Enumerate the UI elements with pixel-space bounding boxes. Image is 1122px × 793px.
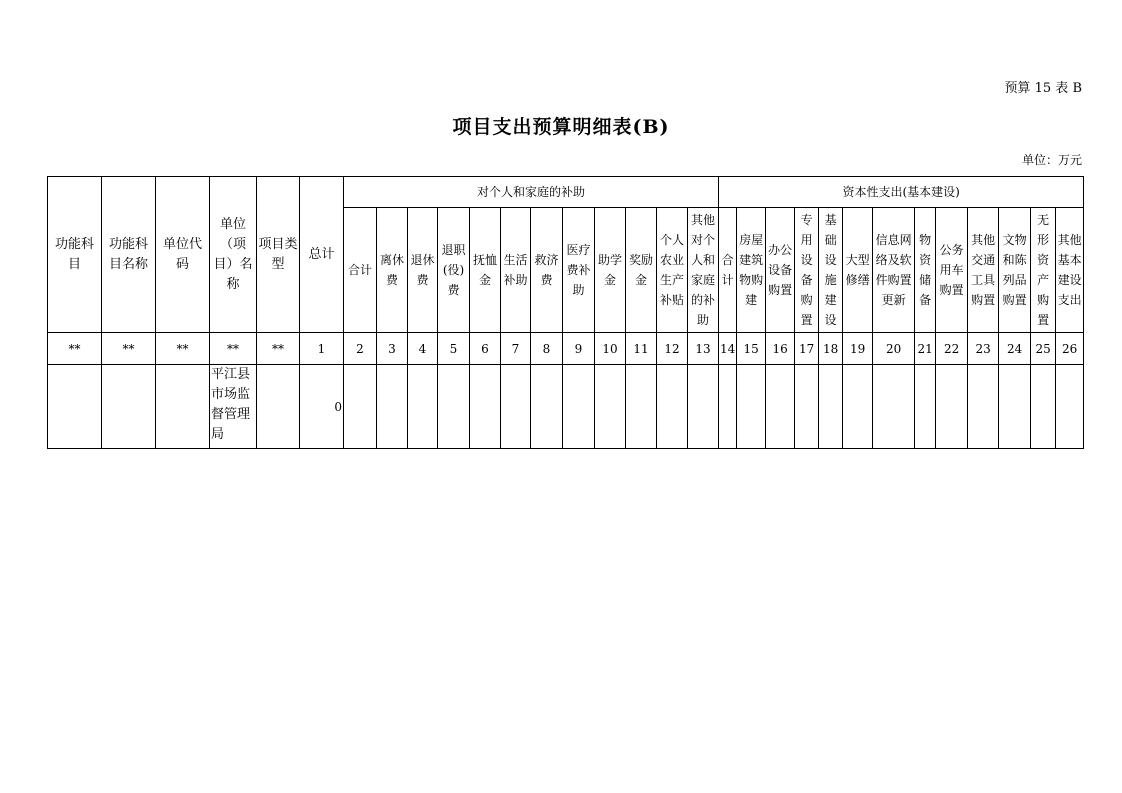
data-cell [470,365,501,449]
data-cell [657,365,688,449]
column-number: ** [257,333,300,365]
data-cell [719,365,737,449]
form-reference: 预算 15 表 B [1004,81,1082,96]
column-number: 5 [438,333,470,365]
column-number: 3 [377,333,408,365]
subheader-cell: 信息网络及软件购置更新 [873,208,915,333]
column-number: 17 [795,333,819,365]
subheader-cell: 办公设备购置 [766,208,795,333]
subheader-cell: 奖励金 [626,208,657,333]
subheader-cell: 生活补助 [501,208,531,333]
page-title: 项目支出预算明细表(B) [452,116,670,138]
data-cell [737,365,766,449]
subheader-cell: 其他交通工具购置 [968,208,999,333]
data-cell [377,365,408,449]
data-cell [915,365,936,449]
subheader-cell: 离休费 [377,208,408,333]
subheader-cell: 医疗费补助 [563,208,595,333]
subheader-cell: 救济费 [531,208,563,333]
data-cell [968,365,999,449]
data-cell [1056,365,1084,449]
header-unit-code: 单位代码 [156,177,210,333]
data-cell [595,365,626,449]
column-number: 13 [688,333,719,365]
subheader-cell: 基础设施建设 [819,208,843,333]
column-number: 9 [563,333,595,365]
column-number: 2 [344,333,377,365]
header-total: 总计 [300,177,344,333]
data-cell [156,365,210,449]
column-number: 14 [719,333,737,365]
data-cell [936,365,968,449]
subheader-cell: 房屋建筑物购建 [737,208,766,333]
data-total: 0 [300,365,344,449]
column-number: 26 [1056,333,1084,365]
data-cell [795,365,819,449]
subheader-cell: 无形资产购置 [1031,208,1056,333]
column-number: 18 [819,333,843,365]
data-cell [873,365,915,449]
unit-label: 单位：万元 [1021,153,1082,167]
data-cell [1031,365,1056,449]
data-cell [843,365,873,449]
subheader-cell: 退休费 [408,208,438,333]
subheader-cell: 专用设备购置 [795,208,819,333]
budget-table [47,176,1084,449]
header-function-name: 功能科目名称 [102,177,156,333]
subheader-cell: 文物和陈列品购置 [999,208,1031,333]
data-cell [48,365,102,449]
subheader-cell: 助学金 [595,208,626,333]
column-number: 6 [470,333,501,365]
column-number: 7 [501,333,531,365]
subheader-cell: 大型修缮 [843,208,873,333]
header-project-type: 项目类型 [257,177,300,333]
data-cell [102,365,156,449]
group-capital-expenditure: 资本性支出(基本建设) [719,177,1084,208]
column-number: 4 [408,333,438,365]
data-cell [819,365,843,449]
column-number: 20 [873,333,915,365]
data-cell [766,365,795,449]
data-cell [257,365,300,449]
column-number: 24 [999,333,1031,365]
data-cell [531,365,563,449]
column-number: 16 [766,333,795,365]
group-personal-subsidy: 对个人和家庭的补助 [344,177,719,208]
column-number: ** [156,333,210,365]
subheader-cell: 合计 [344,208,377,333]
column-number: 25 [1031,333,1056,365]
column-number: 19 [843,333,873,365]
data-cell [344,365,377,449]
column-number: 23 [968,333,999,365]
column-number: 12 [657,333,688,365]
column-number: ** [102,333,156,365]
column-number: 21 [915,333,936,365]
data-cell [501,365,531,449]
column-number: 22 [936,333,968,365]
subheader-cell: 个人农业生产补贴 [657,208,688,333]
column-number: 1 [300,333,344,365]
subheader-cell: 退职(役)费 [438,208,470,333]
column-number: 10 [595,333,626,365]
data-cell [999,365,1031,449]
data-cell [626,365,657,449]
subheader-cell: 其他对个人和家庭的补助 [688,208,719,333]
column-number: 8 [531,333,563,365]
column-number: ** [210,333,257,365]
data-cell [688,365,719,449]
data-cell [563,365,595,449]
data-cell [438,365,470,449]
column-number: ** [48,333,102,365]
subheader-cell: 物资储备 [915,208,936,333]
subheader-cell: 合计 [719,208,737,333]
column-number: 15 [737,333,766,365]
column-number: 11 [626,333,657,365]
data-unit-name: 平江县市场监督管理局 [210,365,257,449]
header-unit-name: 单位（项目）名称 [210,177,257,333]
subheader-cell: 抚恤金 [470,208,501,333]
header-function-code: 功能科目 [48,177,102,333]
subheader-cell: 公务用车购置 [936,208,968,333]
data-cell [408,365,438,449]
subheader-cell: 其他基本建设支出 [1056,208,1084,333]
